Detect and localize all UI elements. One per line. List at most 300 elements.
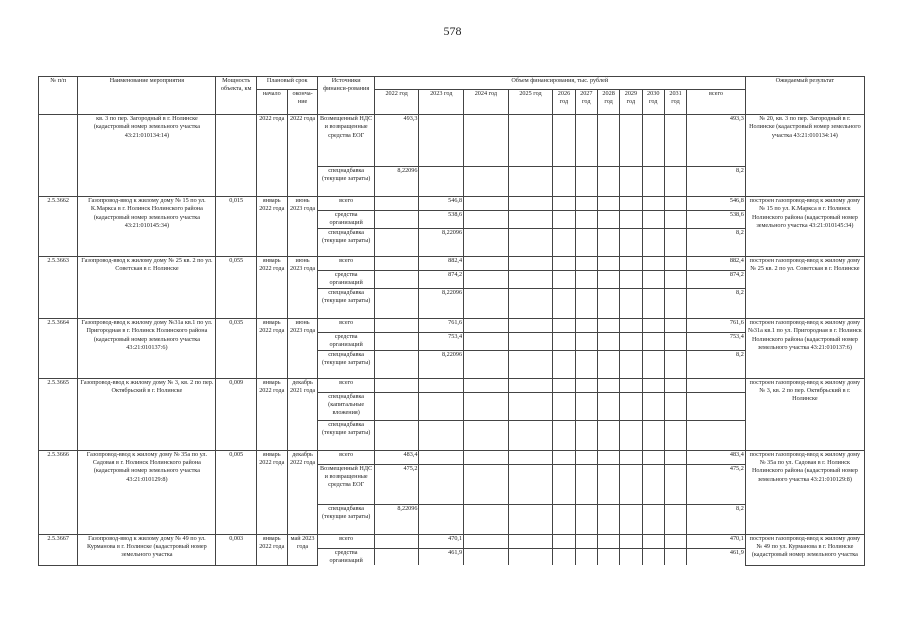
- page-number: 578: [443, 24, 462, 38]
- value-empty-year: [597, 420, 619, 450]
- value-empty-year: [575, 332, 597, 350]
- funding-source: спецнадбавка (текущие затраты): [318, 350, 374, 378]
- value-empty-year: [575, 450, 597, 464]
- value-empty-year: [664, 256, 686, 270]
- value-empty-year: [620, 534, 642, 548]
- value-empty-year: [464, 534, 509, 548]
- funding-source: средства организаций: [318, 548, 374, 565]
- period-end: июнь 2023 года: [287, 318, 318, 378]
- expected-result: № 20, кв. 3 по пер. Загородный в г. Нолинске (кадастровый номер земельного участка 43:21:010134:14): [745, 115, 864, 197]
- funding-source: всего: [318, 450, 374, 464]
- value-empty-year: [508, 350, 553, 378]
- value-empty-year: [553, 450, 575, 464]
- value-empty-year: [620, 464, 642, 504]
- value-empty-year: [642, 392, 664, 420]
- value-empty-year: [508, 288, 553, 318]
- value-empty-year: [575, 504, 597, 534]
- measure-name: Газопровод-ввод к жилому дому № 25 кв. 2 по ул. Советская в г. Нолинске: [78, 256, 216, 318]
- value-empty-year: [553, 350, 575, 378]
- value-empty-year: [597, 378, 619, 392]
- value-empty-year: [620, 318, 642, 332]
- object-capacity: 0,005: [216, 450, 256, 534]
- funding-source: спецнадбавка (текущие затраты): [318, 288, 374, 318]
- value-empty-year: [642, 350, 664, 378]
- expected-result: построен газопровод-ввод к жилому дому № 25 кв. 2 по ул. Советская в г. Нолинске: [745, 256, 864, 318]
- value-2022: [374, 228, 419, 256]
- row-number: 2.5.3665: [39, 378, 78, 450]
- expected-result: построен газопровод-ввод к жилому дому № 15 по ул. К.Маркса в г. Нолинск Нолинского района (кадастровый номер земельного участка 43:21:010145:34): [745, 197, 864, 257]
- header-period: Плановый срок: [256, 77, 318, 90]
- value-2022: [374, 288, 419, 318]
- value-empty-year: [642, 211, 664, 229]
- value-empty-year: [664, 350, 686, 378]
- value-2022: [374, 350, 419, 378]
- period-start: январь 2022 года: [256, 534, 287, 565]
- value-empty-year: [575, 464, 597, 504]
- object-capacity: 0,035: [216, 318, 256, 378]
- period-end: декабрь 2022 года: [287, 450, 318, 534]
- value-empty-year: [553, 256, 575, 270]
- value-empty-year: [664, 464, 686, 504]
- value-empty-year: [664, 197, 686, 211]
- value-empty-year: [508, 211, 553, 229]
- value-total: [687, 378, 746, 392]
- header-year: 2030 год: [642, 90, 664, 115]
- value-empty-year: [664, 504, 686, 534]
- object-capacity: [216, 115, 256, 197]
- value-empty-year: [597, 534, 619, 548]
- value-empty-year: [642, 115, 664, 167]
- value-empty-year: [464, 392, 509, 420]
- value-empty-year: [508, 228, 553, 256]
- value-empty-year: [553, 548, 575, 565]
- value-empty-year: [642, 378, 664, 392]
- period-end: 2022 года: [287, 115, 318, 197]
- value-2023: [419, 504, 464, 534]
- value-empty-year: [575, 211, 597, 229]
- value-empty-year: [508, 197, 553, 211]
- value-empty-year: [553, 378, 575, 392]
- value-total: 8,2: [687, 350, 746, 378]
- header-year: 2023 год: [419, 90, 464, 115]
- value-empty-year: [464, 378, 509, 392]
- value-empty-year: [642, 332, 664, 350]
- value-empty-year: [597, 256, 619, 270]
- value-empty-year: [620, 392, 642, 420]
- period-start: январь 2022 года: [256, 197, 287, 257]
- value-2023: [419, 378, 464, 392]
- value-empty-year: [464, 288, 509, 318]
- value-empty-year: [508, 464, 553, 504]
- period-start: январь 2022 года: [256, 378, 287, 450]
- header-year: 2029 год: [620, 90, 642, 115]
- value-empty-year: [597, 504, 619, 534]
- value-empty-year: [553, 392, 575, 420]
- value-total: 493,3: [687, 115, 746, 167]
- value-empty-year: [642, 318, 664, 332]
- value-2022: [374, 332, 419, 350]
- row-number: [39, 115, 78, 197]
- value-empty-year: [553, 318, 575, 332]
- value-total: 475,2: [687, 464, 746, 504]
- value-empty-year: [575, 378, 597, 392]
- value-empty-year: [464, 197, 509, 211]
- value-total: 483,4: [687, 450, 746, 464]
- object-capacity: 0,055: [216, 256, 256, 318]
- value-2022: 483,4: [374, 450, 419, 464]
- value-empty-year: [553, 420, 575, 450]
- value-empty-year: [553, 228, 575, 256]
- value-2023: 538,6: [419, 211, 464, 229]
- funding-source: спецнадбавка (текущие затраты): [318, 504, 374, 534]
- value-2022: [374, 534, 419, 548]
- funding-source: спецнадбавка (текущие затраты): [318, 420, 374, 450]
- value-2023: [419, 115, 464, 167]
- value-total: [687, 392, 746, 420]
- value-empty-year: [597, 464, 619, 504]
- value-empty-year: [620, 197, 642, 211]
- value-2022: 493,3: [374, 115, 419, 167]
- value-empty-year: [597, 197, 619, 211]
- value-empty-year: [597, 115, 619, 167]
- value-total: 538,6: [687, 211, 746, 229]
- row-number: 2.5.3664: [39, 318, 78, 378]
- header-sources: Источники финанси-рования: [318, 77, 374, 115]
- object-capacity: 0,009: [216, 378, 256, 450]
- header-year: 2031 год: [664, 90, 686, 115]
- header-year: 2024 год: [464, 90, 509, 115]
- value-empty-year: [575, 318, 597, 332]
- value-empty-year: [642, 464, 664, 504]
- header-year: 2027 год: [575, 90, 597, 115]
- value-2023: 761,6: [419, 318, 464, 332]
- value-empty-year: [664, 211, 686, 229]
- value-2023: 470,1: [419, 534, 464, 548]
- value-total: 761,6: [687, 318, 746, 332]
- value-2022: [374, 318, 419, 332]
- value-empty-year: [575, 420, 597, 450]
- header-period-end: оконча-ние: [287, 90, 318, 115]
- value-empty-year: [664, 420, 686, 450]
- value-empty-year: [620, 228, 642, 256]
- value-2022: [374, 256, 419, 270]
- value-total: 546,8: [687, 197, 746, 211]
- funding-source: всего: [318, 256, 374, 270]
- funding-source: всего: [318, 197, 374, 211]
- header-year: 2026 год: [553, 90, 575, 115]
- value-empty-year: [575, 534, 597, 548]
- value-empty-year: [464, 464, 509, 504]
- value-2022: [374, 548, 419, 565]
- header-year: 2025 год: [508, 90, 553, 115]
- value-empty-year: [642, 548, 664, 565]
- header-volume: Объем финансирования, тыс. рублей: [374, 77, 745, 90]
- funding-source: средства организаций: [318, 211, 374, 229]
- funding-source: средства организаций: [318, 270, 374, 288]
- table-body: [39, 115, 865, 566]
- funding-source: Возмещенный НДС и возвращенные средства ЕОГ: [318, 464, 374, 504]
- value-empty-year: [642, 256, 664, 270]
- value-empty-year: [553, 211, 575, 229]
- value-empty-year: [620, 548, 642, 565]
- value-2023: [419, 392, 464, 420]
- value-empty-year: [508, 504, 553, 534]
- value-empty-year: [597, 288, 619, 318]
- funding-source: Возмещенный НДС и возвращенные средства ЕОГ: [318, 115, 374, 167]
- funding-source: всего: [318, 534, 374, 548]
- value-empty-year: [664, 392, 686, 420]
- period-start: 2022 года: [256, 115, 287, 197]
- value-empty-year: [508, 115, 553, 167]
- value-2022: [374, 270, 419, 288]
- value-empty-year: [575, 228, 597, 256]
- value-empty-year: [508, 318, 553, 332]
- value-empty-year: [553, 504, 575, 534]
- value-2023: [419, 167, 464, 197]
- value-empty-year: [575, 256, 597, 270]
- value-empty-year: [508, 332, 553, 350]
- value-empty-year: [642, 534, 664, 548]
- value-total: 8,2: [687, 167, 746, 197]
- value-2022: [374, 211, 419, 229]
- value-total: 882,4: [687, 256, 746, 270]
- funding-source: спецнадбавка (капитальные вложения): [318, 392, 374, 420]
- value-2022: 8,22096: [374, 167, 419, 197]
- value-empty-year: [597, 211, 619, 229]
- row-number: 2.5.3663: [39, 256, 78, 318]
- value-2022: [374, 378, 419, 392]
- value-empty-year: [597, 270, 619, 288]
- row-number: 2.5.3662: [39, 197, 78, 257]
- object-capacity: 0,003: [216, 534, 256, 565]
- header-period-start: начало: [256, 90, 287, 115]
- value-empty-year: [508, 256, 553, 270]
- value-empty-year: [464, 115, 509, 167]
- expected-result: построен газопровод-ввод к жилому дому № 35а по ул. Садовая в г. Нолинск Нолинского района (кадастровый номер земельного участка 43:21:010129:8): [745, 450, 864, 534]
- value-empty-year: [620, 350, 642, 378]
- measure-name: Газопровод-ввод к жилому дому №31а кв.1 по ул. Пригородная в г. Нолинск Нолинского района (кадастровый номер земельного участка 43:21:010137:6): [78, 318, 216, 378]
- period-end: июнь 2023 года: [287, 256, 318, 318]
- value-empty-year: [575, 548, 597, 565]
- period-start: январь 2022 года: [256, 450, 287, 534]
- value-empty-year: [664, 318, 686, 332]
- value-2023: 546,8: [419, 197, 464, 211]
- value-empty-year: [553, 167, 575, 197]
- value-empty-year: [508, 548, 553, 565]
- value-empty-year: [620, 420, 642, 450]
- period-start: январь 2022 года: [256, 318, 287, 378]
- measure-name: Газопровод-ввод к жилому дому № 49 по ул. Курманова в г. Нолинске (кадастровый номер земельного участка: [78, 534, 216, 565]
- header-name: Наименование мероприятия: [78, 77, 216, 115]
- value-empty-year: [508, 392, 553, 420]
- value-empty-year: [642, 228, 664, 256]
- value-2022: [374, 197, 419, 211]
- value-empty-year: [575, 270, 597, 288]
- value-2023: [419, 464, 464, 504]
- value-empty-year: [508, 450, 553, 464]
- value-empty-year: [664, 378, 686, 392]
- table-row: [39, 378, 865, 392]
- value-empty-year: [464, 420, 509, 450]
- expected-result: построен газопровод-ввод к жилому дому № 3, кв. 2 по пер. Октябрьский в г. Нолинске: [745, 378, 864, 450]
- value-total: 8,2: [687, 228, 746, 256]
- value-empty-year: [464, 548, 509, 565]
- value-empty-year: [597, 318, 619, 332]
- value-2023: 753,4: [419, 332, 464, 350]
- value-empty-year: [464, 504, 509, 534]
- expected-result: построен газопровод-ввод к жилому дому №31а кв.1 по ул. Пригородная в г. Нолинск Нолинского района (кадастровый номер земельного участка 43:21:010137:6): [745, 318, 864, 378]
- value-empty-year: [642, 504, 664, 534]
- value-empty-year: [553, 288, 575, 318]
- value-empty-year: [620, 256, 642, 270]
- value-empty-year: [642, 288, 664, 318]
- value-empty-year: [620, 504, 642, 534]
- value-empty-year: [464, 270, 509, 288]
- funding-source: всего: [318, 318, 374, 332]
- value-total: 874,2: [687, 270, 746, 288]
- value-empty-year: [620, 332, 642, 350]
- value-empty-year: [664, 288, 686, 318]
- value-empty-year: [642, 270, 664, 288]
- financing-table: [38, 76, 865, 566]
- value-2023: [419, 420, 464, 450]
- value-empty-year: [508, 167, 553, 197]
- value-empty-year: [464, 318, 509, 332]
- header-capacity: Мощность объекта, км: [216, 77, 256, 115]
- value-empty-year: [597, 548, 619, 565]
- measure-name: Газопровод-ввод к жилому дому № 15 по ул. К.Маркса в г. Нолинск Нолинского района (кадастровый номер земельного участка 43:21:010145:34): [78, 197, 216, 257]
- value-empty-year: [664, 270, 686, 288]
- value-total: 8,2: [687, 504, 746, 534]
- measure-name: Газопровод-ввод к жилому дому № 3, кв. 2 по пер. Октябрьский в г. Нолинске: [78, 378, 216, 450]
- header-total: всего: [687, 90, 746, 115]
- period-end: июнь 2023 года: [287, 197, 318, 257]
- row-number: 2.5.3667: [39, 534, 78, 565]
- table-row: [39, 256, 865, 270]
- value-empty-year: [464, 211, 509, 229]
- row-number: 2.5.3666: [39, 450, 78, 534]
- value-empty-year: [597, 332, 619, 350]
- value-2023: 8,22096: [419, 288, 464, 318]
- value-empty-year: [553, 332, 575, 350]
- funding-source: спецнадбавка (текущие затраты): [318, 228, 374, 256]
- value-empty-year: [642, 450, 664, 464]
- value-2023: 461,9: [419, 548, 464, 565]
- header-result: Ожидаемый результат: [745, 77, 864, 115]
- value-empty-year: [620, 288, 642, 318]
- value-empty-year: [553, 534, 575, 548]
- value-empty-year: [664, 332, 686, 350]
- value-empty-year: [464, 450, 509, 464]
- value-empty-year: [575, 288, 597, 318]
- value-empty-year: [464, 332, 509, 350]
- value-empty-year: [620, 270, 642, 288]
- value-empty-year: [464, 256, 509, 270]
- value-empty-year: [508, 270, 553, 288]
- value-empty-year: [575, 197, 597, 211]
- value-total: 753,4: [687, 332, 746, 350]
- value-empty-year: [664, 548, 686, 565]
- value-empty-year: [620, 450, 642, 464]
- value-empty-year: [597, 228, 619, 256]
- value-total: [687, 420, 746, 450]
- value-2023: 874,2: [419, 270, 464, 288]
- expected-result: построен газопровод-ввод к жилому дому № 49 по ул. Курманова в г. Нолинске (кадастровый номер земельного участка: [745, 534, 864, 565]
- value-empty-year: [642, 167, 664, 197]
- value-empty-year: [553, 197, 575, 211]
- value-empty-year: [575, 167, 597, 197]
- value-empty-year: [620, 115, 642, 167]
- table-row: [39, 534, 865, 548]
- value-empty-year: [508, 378, 553, 392]
- value-empty-year: [597, 167, 619, 197]
- value-2023: 882,4: [419, 256, 464, 270]
- value-empty-year: [575, 115, 597, 167]
- value-empty-year: [553, 464, 575, 504]
- value-empty-year: [597, 350, 619, 378]
- value-empty-year: [508, 534, 553, 548]
- value-2022: [374, 420, 419, 450]
- value-2022: 475,2: [374, 464, 419, 504]
- value-empty-year: [575, 392, 597, 420]
- value-empty-year: [664, 534, 686, 548]
- value-empty-year: [664, 228, 686, 256]
- value-empty-year: [664, 115, 686, 167]
- value-2023: 8,22096: [419, 350, 464, 378]
- funding-source: средства организаций: [318, 332, 374, 350]
- value-empty-year: [664, 450, 686, 464]
- value-empty-year: [575, 350, 597, 378]
- value-2022: [374, 392, 419, 420]
- value-total: 461,9: [687, 548, 746, 565]
- measure-name: кв. 3 по пер. Загородный в г. Нолинске (кадастровый номер земельного участка 43:21:010134:14): [78, 115, 216, 197]
- header-year: 2028 год: [597, 90, 619, 115]
- value-empty-year: [642, 197, 664, 211]
- header-num: № п/п: [39, 77, 78, 115]
- value-empty-year: [620, 167, 642, 197]
- object-capacity: 0,015: [216, 197, 256, 257]
- value-2022: 8,22096: [374, 504, 419, 534]
- value-empty-year: [597, 392, 619, 420]
- value-empty-year: [553, 115, 575, 167]
- table-row: [39, 450, 865, 464]
- table-row: [39, 318, 865, 332]
- value-empty-year: [508, 420, 553, 450]
- value-empty-year: [620, 378, 642, 392]
- period-end: декабрь 2021 года: [287, 378, 318, 450]
- value-empty-year: [464, 228, 509, 256]
- value-empty-year: [464, 167, 509, 197]
- measure-name: Газопровод-ввод к жилому дому № 35а по ул. Садовая в г. Нолинск Нолинского района (кадастровый номер земельного участка 43:21:010129:8): [78, 450, 216, 534]
- value-empty-year: [664, 167, 686, 197]
- period-end: май 2023 года: [287, 534, 318, 565]
- funding-source: всего: [318, 378, 374, 392]
- table-row: [39, 115, 865, 167]
- table-row: [39, 197, 865, 211]
- funding-source: спецнадбавка (текущие затраты): [318, 167, 374, 197]
- value-total: 8,2: [687, 288, 746, 318]
- value-total: 470,1: [687, 534, 746, 548]
- value-empty-year: [553, 270, 575, 288]
- value-empty-year: [642, 420, 664, 450]
- value-empty-year: [464, 350, 509, 378]
- period-start: январь 2022 года: [256, 256, 287, 318]
- value-2023: 8,22096: [419, 228, 464, 256]
- value-empty-year: [620, 211, 642, 229]
- value-2023: [419, 450, 464, 464]
- value-empty-year: [597, 450, 619, 464]
- header-year: 2022 год: [374, 90, 419, 115]
